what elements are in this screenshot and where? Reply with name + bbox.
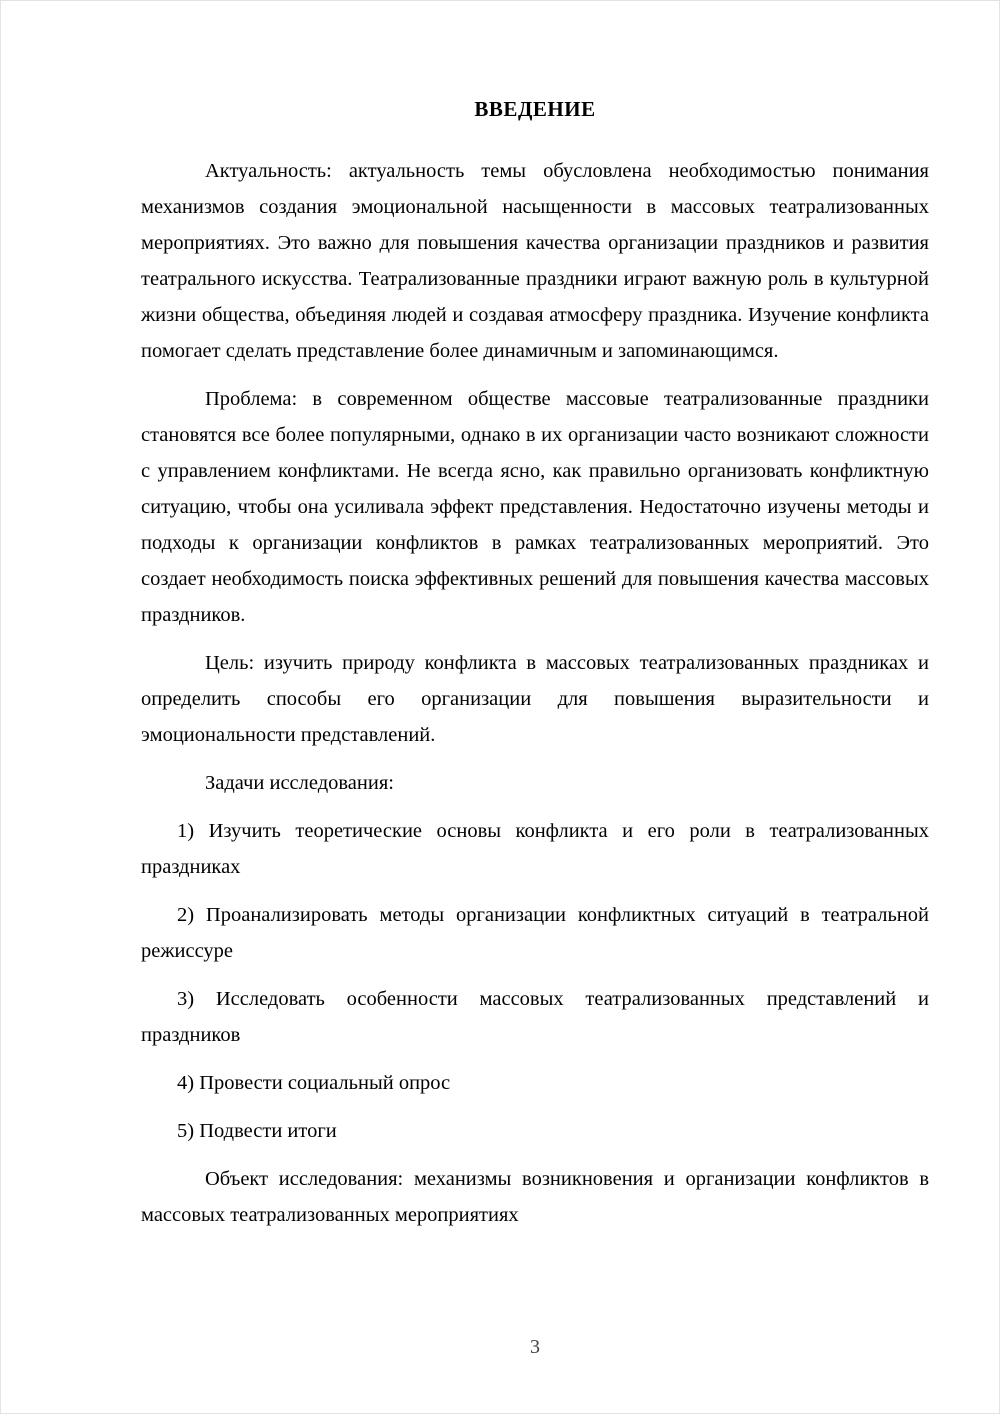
page-number: 3 [530, 1336, 540, 1358]
paragraph-obekt: Объект исследования: механизмы возникновения и организации конфликтов в массовых театрализованных мероприятиях [141, 1168, 929, 1226]
task-item-5: 5) Подвести итоги [177, 1120, 337, 1142]
tasks-heading: Задачи исследования: [205, 772, 394, 794]
paragraph-problema: Проблема: в современном обществе массовые театрализованные праздники становятся все более популярными, однако в их организации часто возникают сложности с управлением конфликтами. Не всегда ясно, как правильно организовать конфликтную ситуацию, чтобы она усиливала эффект представления. Недостаточно изучены методы и подходы к организации конфликтов в рамках театрализованных мероприятий. Это создает необходимость поиска эффективных решений для повышения качества массовых праздников. [141, 388, 929, 626]
paragraph-tsel: Цель: изучить природу конфликта в массовых театрализованных праздниках и определить способы его организации для повышения выразительности и эмоциональности представлений. [141, 652, 929, 746]
task-item-4: 4) Провести социальный опрос [177, 1072, 451, 1094]
task-item-2: 2) Проанализировать методы организации конфликтных ситуаций в театральной режиссуре [141, 904, 929, 962]
page-title: ВВЕДЕНИЕ [474, 97, 596, 121]
task-item-3: 3) Исследовать особенности массовых театрализованных представлений и праздников [141, 988, 929, 1046]
paragraph-aktualnost: Актуальность: актуальность темы обусловлена необходимостью понимания механизмов создания эмоциональной насыщенности в массовых театрализованных мероприятиях. Это важно для повышения качества организации праздников и развития театрального искусства. Театрализованные праздники играют важную роль в культурной жизни общества, объединяя людей и создавая атмосферу праздника. Изучение конфликта помогает сделать представление более динамичным и запоминающимся. [141, 160, 929, 362]
task-item-1: 1) Изучить теоретические основы конфликта и его роли в театрализованных праздниках [141, 820, 929, 878]
